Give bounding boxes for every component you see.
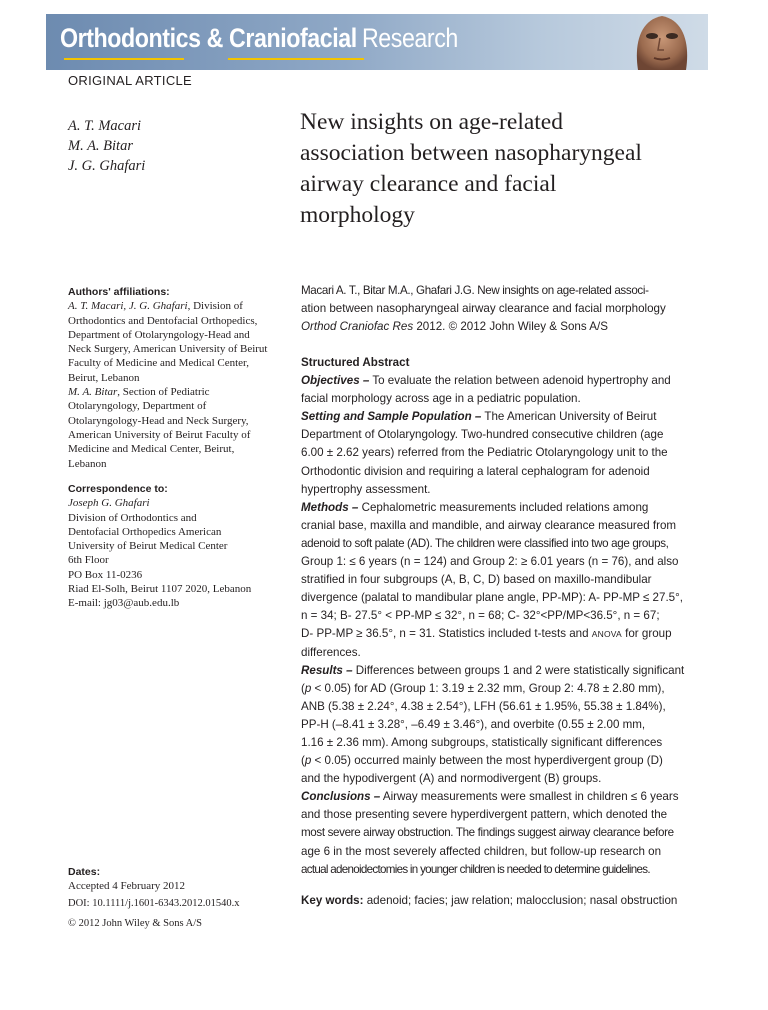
affiliations-label: Authors' affiliations: — [68, 286, 170, 298]
banner-underline — [64, 58, 364, 60]
doi[interactable]: DOI: 10.1111/j.1601-6343.2012.01540.x — [68, 898, 240, 909]
correspondence-block: Correspondence to: Joseph G. Ghafari Division of Orthodontics and Dentofacial Orthopedics American University of Beirut Medical Center 6th Floor PO Box 11-0236 Riad El-Solh, Beirut 1107 2020, Lebanon E-mail: jg03@aub.edu.lb — [68, 482, 288, 611]
article-type-label: ORIGINAL ARTICLE — [68, 73, 193, 88]
author-list — [68, 116, 145, 176]
journal-banner — [46, 14, 708, 70]
dates-block: Dates: Accepted 4 February 2012 — [68, 865, 288, 894]
author: A. T. Macari — [68, 118, 142, 134]
affiliations-block: Authors' affiliations: A. T. Macari, J. G. Ghafari, Division of Orthodontics and Dentofacial Orthopedics, Department of Otolaryngology-Head and Neck Surgery, American University of Beirut Faculty of Medicine and Medical Center, Beirut, Lebanon M. A. Bitar, Section of Pediatric Otolaryngology, Department of Otolaryngology-Head and Neck Surgery, American University of Beirut Faculty of Medicine and Medical Center, Beirut, Lebanon — [68, 285, 288, 471]
email-link[interactable]: E-mail: jg03@aub.edu.lb — [68, 597, 180, 610]
keywords: Key words: adenoid; facies; jaw relation; malocclusion; nasal obstruction — [301, 894, 678, 907]
citation-block: Macari A. T., Bitar M.A., Ghafari J.G. New insights on age-related associ- ation between nasopharyngeal airway clearance and facial morphology Orthod Craniofac Res 2012. © 2012 John Wiley & Sons A/S — [301, 284, 666, 334]
dates-label: Dates: — [68, 866, 101, 878]
copyright: © 2012 John Wiley & Sons A/S — [68, 918, 202, 929]
author: J. G. Ghafari — [68, 158, 146, 174]
face-illustration — [624, 14, 700, 70]
author: M. A. Bitar — [68, 138, 133, 154]
structured-abstract: Structured Abstract Objectives – To evaluate the relation between adenoid hypertrophy and facial morphology across age in a pediatric population. Setting and Sample Population – The American University of Beirut Department of Otolaryngology. Two-hundred consecutive children (age 6.00 ± 2.62 years) referred from the Pediatric Otolaryngology unit to the Orthodontic division and requiring a lateral cephalogram for adenoid hypertrophy assessment. Methods – Cephalometric measurements included relations among cranial base, maxilla and mandible, and airway clearance measured from adenoid to soft palate (AD). The children were classified into two age groups, Group 1: ≤ 6 years (n = 124) and Group 2: ≥ 6.01 years (n = 76), and also stratified in four subgroups (A, B, C, D) based on maxillo-mandibular divergence (palatal to mandibular plane angle, PP-MP): A- PP-MP ≤ 27.5°, n = 34; B- 27.5° < PP-MP ≤ 32°, n = 68; C- 32°<PP/MP<36.5°, n = 67; D- PP-MP ≥ 36.5°, n = 31. Statistics included t-tests and ANOVA for group differences. Results – Differences between groups 1 and 2 were statistically significant (p < 0.05) for AD (Group 1: 3.19 ± 2.32 mm, Group 2: 4.78 ± 2.80 mm), ANB (5.38 ± 2.24°, 4.38 ± 2.54°), LFH (56.61 ± 1.95%, 55.38 ± 1.84%), PP-H (–8.41 ± 3.28°, –6.49 ± 3.46°), and overbite (0.55 ± 2.00 mm, 1.16 ± 2.36 mm). Among subgroups, statistically significant differences (p < 0.05) occurred mainly between the most hyperdivergent group (D) and the hypodivergent (A) and normodivergent (B) groups. Conclusions – Airway measurements were smallest in children ≤ 6 years and those presenting severe hyperdivergent pattern, which denoted the most severe airway obstruction. The findings suggest airway clearance before age 6 in the most severely affected children, but follow-up research on actual adenoidectomies in younger children is needed to determine guidelines. — [301, 354, 693, 879]
journal-name: Orthodontics & Craniofacial Research — [60, 23, 458, 53]
article-title: New insights on age-related association between nasopharyngeal airway clearance and facial morphology — [300, 109, 642, 228]
abstract-heading: Structured Abstract — [301, 356, 410, 369]
correspondence-label: Correspondence to: — [68, 483, 168, 495]
